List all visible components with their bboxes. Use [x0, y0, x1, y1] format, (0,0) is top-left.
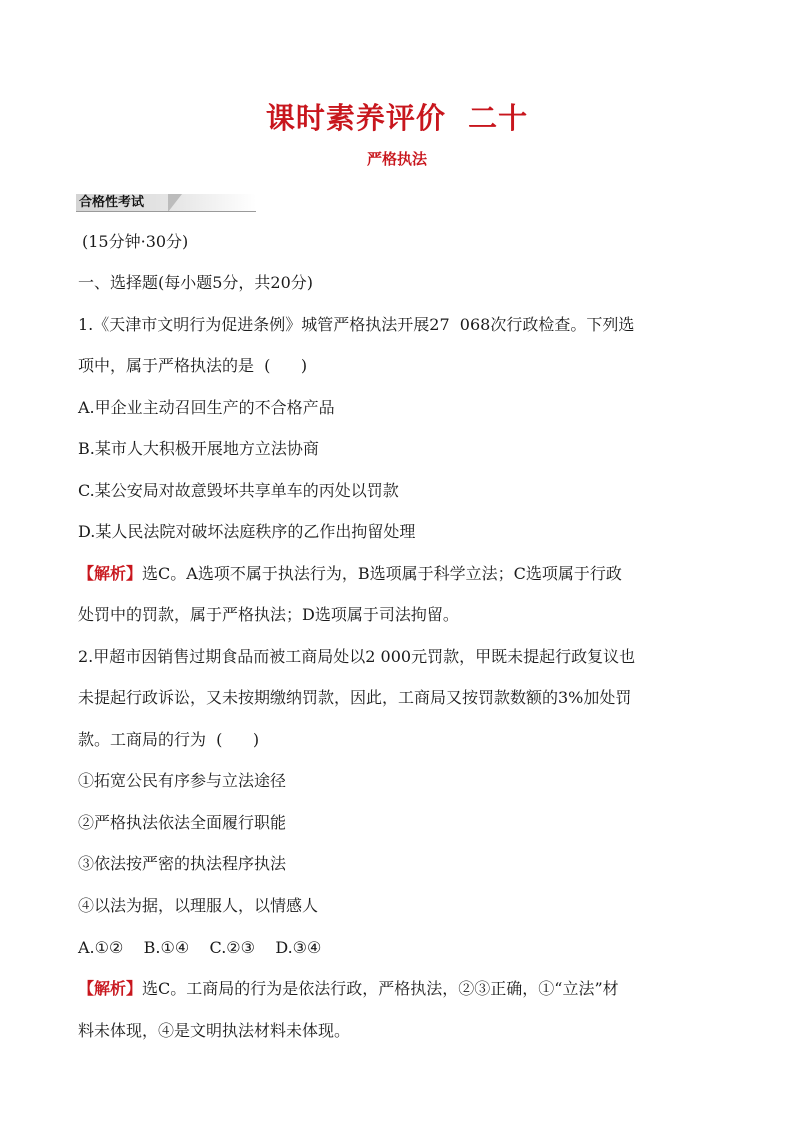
q1-option-a: A.甲企业主动召回生产的不合格产品 — [78, 398, 335, 417]
q1-stem-line-2: 项中，属于严格执法的是 ( ) — [78, 356, 308, 375]
section-tag-slash — [168, 194, 182, 212]
q1-analysis-line-2: 处罚中的罚款，属于严格执法；D选项属于司法拘留。 — [78, 605, 459, 624]
q2-analysis-text: 选C。工商局的行为是依法行政，严格执法，②③正确，①“立法”材 — [142, 979, 619, 998]
q2-stem-line-2: 未提起行政诉讼，又未按期缴纳罚款，因此，工商局又按罚款数额的3%加处罚 — [78, 688, 632, 707]
part-heading: 一、选择题(每小题5分，共20分) — [78, 273, 314, 292]
q1-option-b: B.某市人大积极开展地方立法协商 — [78, 439, 319, 458]
q2-item-3: ③依法按严密的执法程序执法 — [78, 854, 287, 873]
section-tag — [76, 194, 256, 212]
page-subtitle: 严格执法 — [366, 150, 427, 168]
q2-item-4: ④以法为据，以理服人，以情感人 — [78, 896, 319, 915]
section-tag-label: 合格性考试 — [79, 195, 145, 210]
q2-item-1: ①拓宽公民有序参与立法途径 — [78, 771, 287, 790]
section-tag-underline — [76, 211, 256, 212]
q1-analysis-label: 【解析】 — [78, 564, 143, 583]
q1-stem-line-1: 1.《天津市文明行为促进条例》城管严格执法开展27 068次行政检查。下列选 — [78, 315, 635, 334]
q2-choices: A.①② B.①④ C.②③ D.③④ — [78, 938, 322, 957]
q2-analysis-label: 【解析】 — [78, 979, 143, 998]
page-title: 课时素养评价 二十 — [265, 101, 529, 135]
q1-option-c: C.某公安局对故意毁坏共享单车的丙处以罚款 — [78, 481, 399, 500]
q2-stem-line-1: 2.甲超市因销售过期食品而被工商局处以2 000元罚款，甲既未提起行政复议也 — [78, 647, 636, 666]
time-score: (15分钟·30分) — [82, 232, 189, 251]
q1-analysis-line-1 — [78, 563, 622, 585]
q1-analysis-text: 选C。A选项不属于执法行为，B选项属于科学立法；C选项属于行政 — [142, 564, 622, 583]
q2-item-2: ②严格执法依法全面履行职能 — [78, 813, 287, 832]
q2-analysis-line-2: 料未体现，④是文明执法材料未体现。 — [78, 1021, 351, 1040]
q1-option-d: D.某人民法院对破坏法庭秩序的乙作出拘留处理 — [78, 522, 416, 541]
q2-analysis-line-1 — [78, 978, 619, 1000]
q2-stem-line-3: 款。工商局的行为 ( ) — [78, 730, 260, 749]
